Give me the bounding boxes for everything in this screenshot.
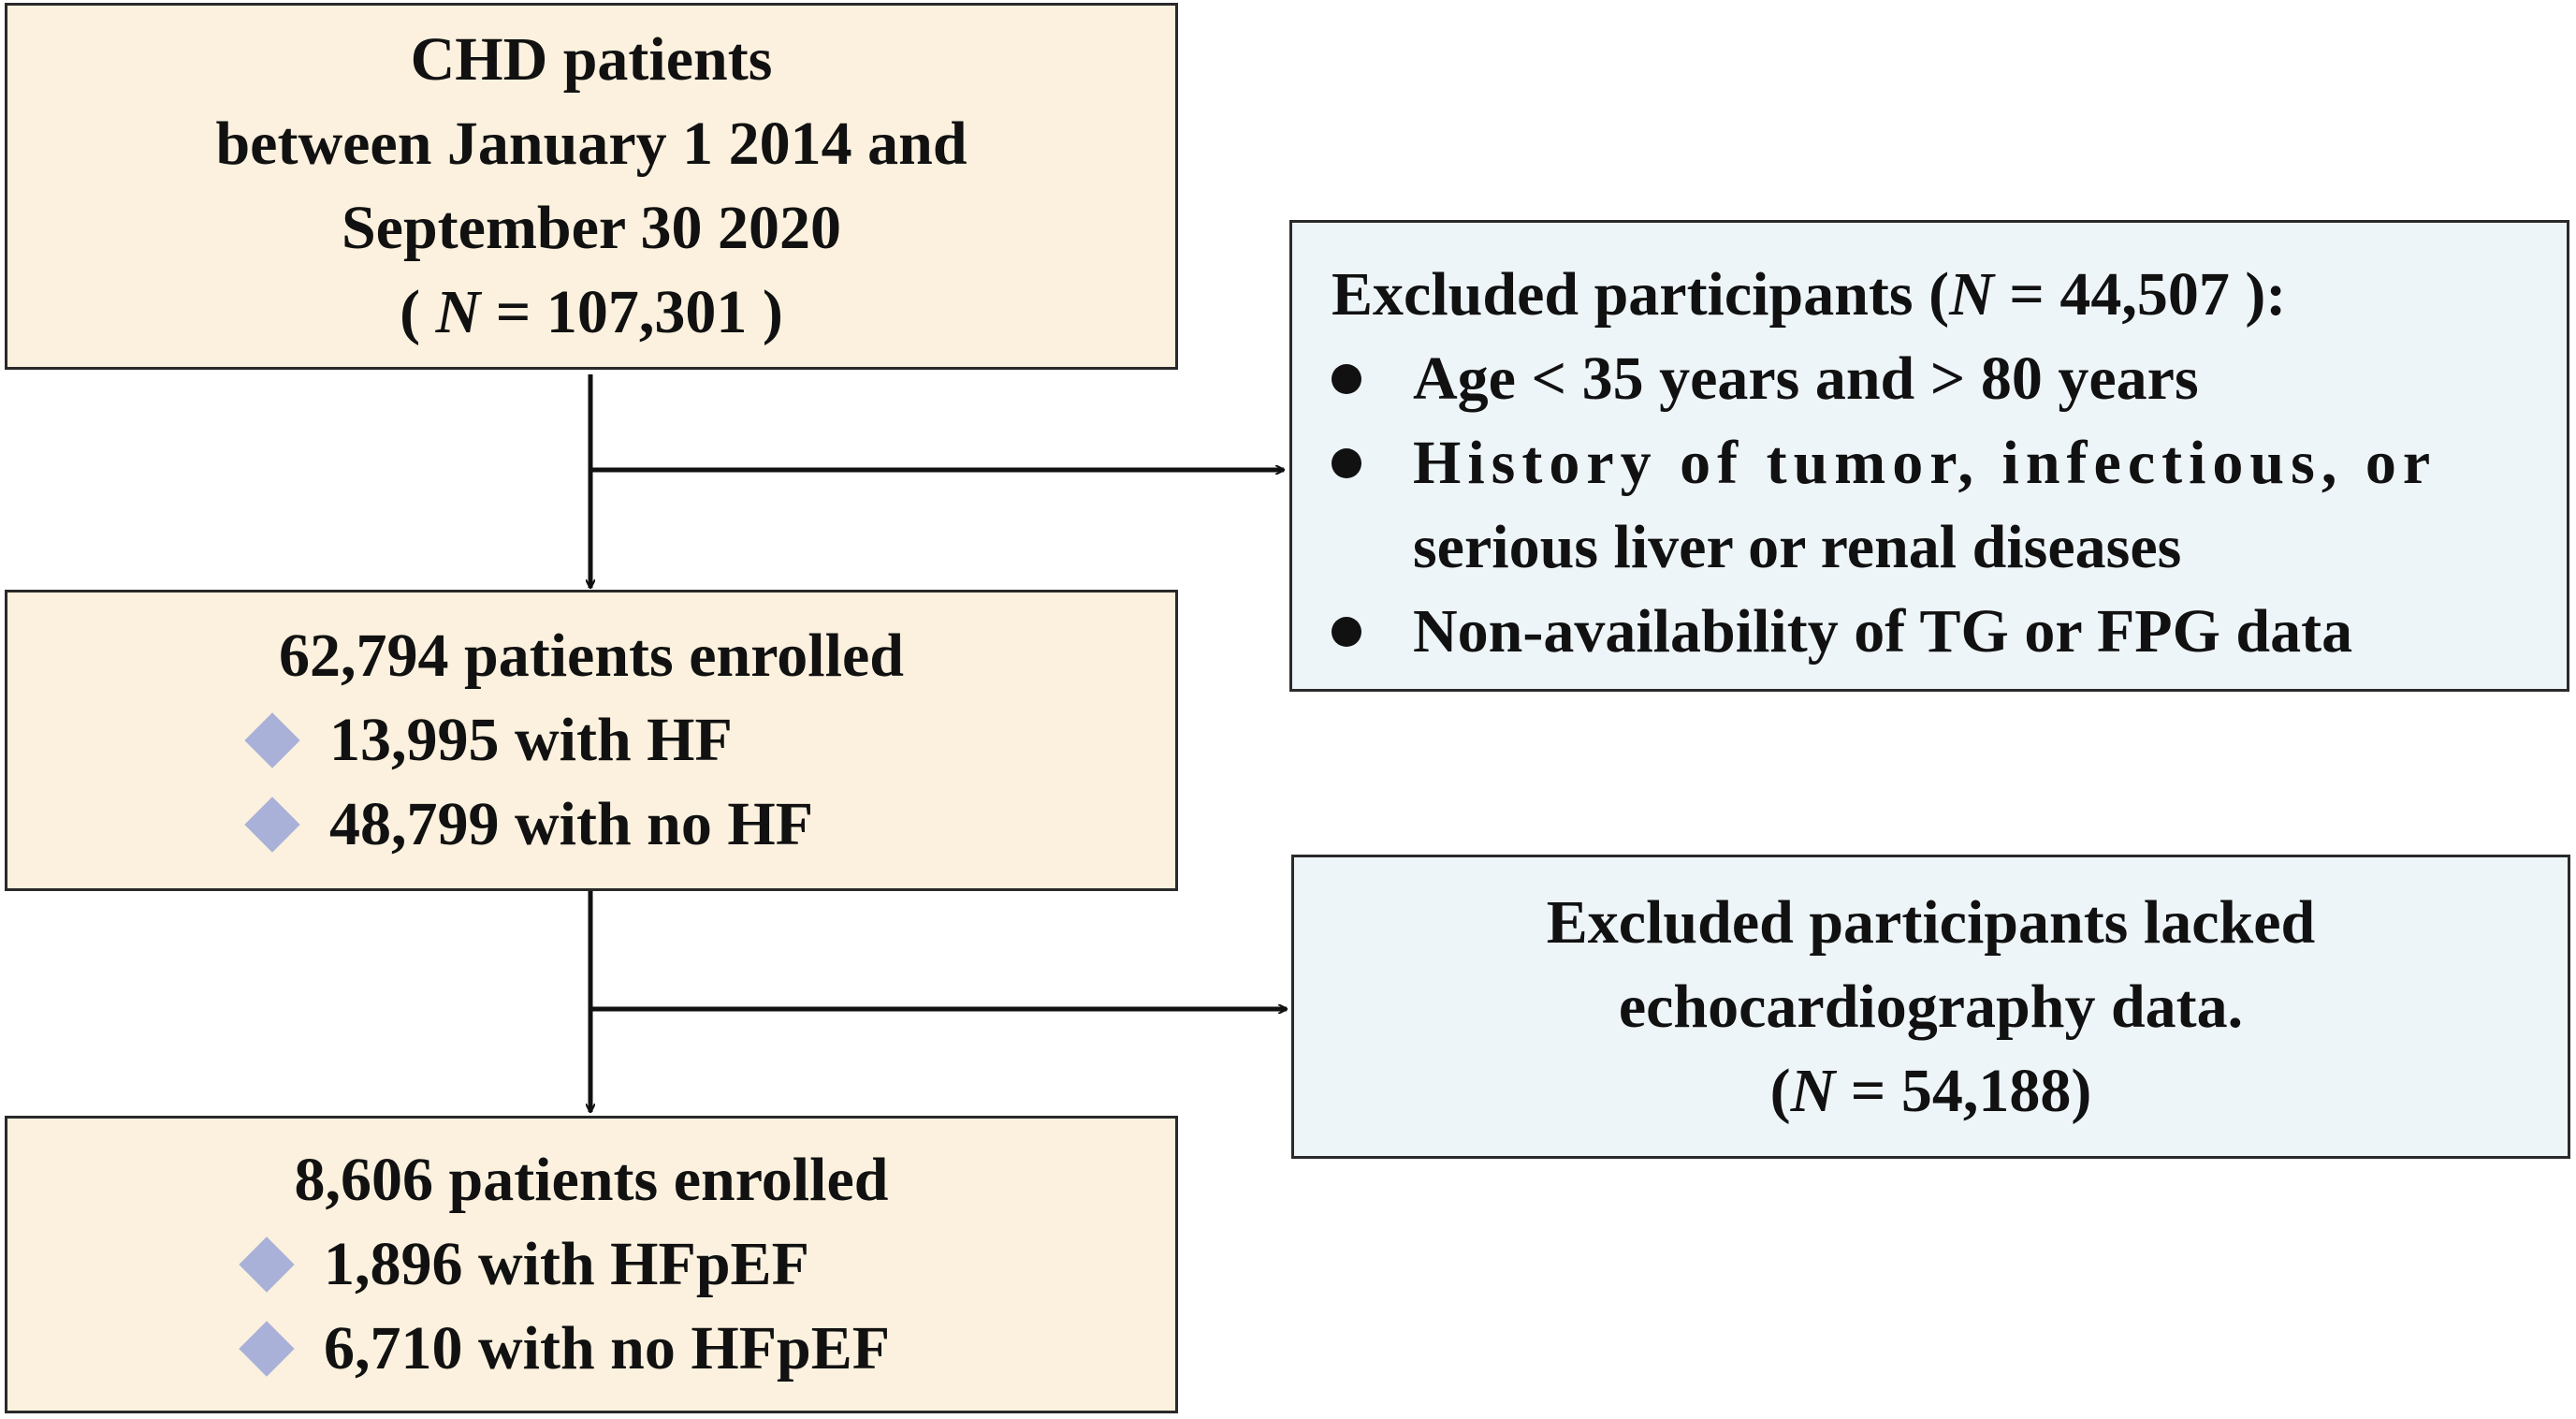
exclusion2-n-count: (N = 54,188) (1769, 1056, 2092, 1125)
box1-line1: CHD patients (410, 25, 773, 94)
diamond-bullet-icon (239, 1321, 294, 1376)
exclusion1-bullet-age: Age < 35 years and > 80 years (1332, 337, 2567, 421)
bullet-dot-icon (1332, 617, 1361, 647)
exclusion1-bullet-history: History of tumor, infectious, or (1332, 421, 2567, 505)
box1-n-count: ( N = 107,301 ) (400, 278, 783, 346)
chd-patients-box (5, 3, 1178, 370)
diamond-bullet-icon (244, 797, 299, 852)
bullet-dot-icon (1332, 448, 1361, 478)
exclusion-criteria-box (1289, 220, 2569, 692)
box3-item-no-hfpef: 6,710 with no HFpEF (247, 1307, 890, 1391)
exclusion1-title: Excluded participants (N = 44,507 ): (1332, 260, 2287, 329)
exclusion1-bullet-data: Non-availability of TG or FPG data (1332, 590, 2567, 674)
exclusion2-line2: echocardiography data. (1618, 972, 2244, 1041)
box3-item-hfpef: 1,896 with HFpEF (247, 1222, 890, 1307)
box2-item-no-hf: 48,799 with no HF (253, 783, 813, 867)
enrolled-box-hfpef (5, 1116, 1178, 1413)
box2-item-hf: 13,995 with HF (253, 698, 813, 783)
exclusion-echo-box (1291, 855, 2570, 1159)
box1-line3: September 30 2020 (341, 194, 842, 262)
exclusion1-bullet-history-cont: serious liver or renal diseases (1413, 513, 2182, 581)
exclusion2-line1: Excluded participants lacked (1546, 887, 2316, 957)
box3-title: 8,606 patients enrolled (294, 1146, 889, 1214)
diamond-bullet-icon (239, 1236, 294, 1292)
box1-line2: between January 1 2014 and (215, 110, 968, 178)
bullet-dot-icon (1332, 364, 1361, 394)
enrolled-box-hf (5, 590, 1178, 891)
diamond-bullet-icon (244, 712, 299, 768)
box2-title: 62,794 patients enrolled (279, 622, 904, 690)
